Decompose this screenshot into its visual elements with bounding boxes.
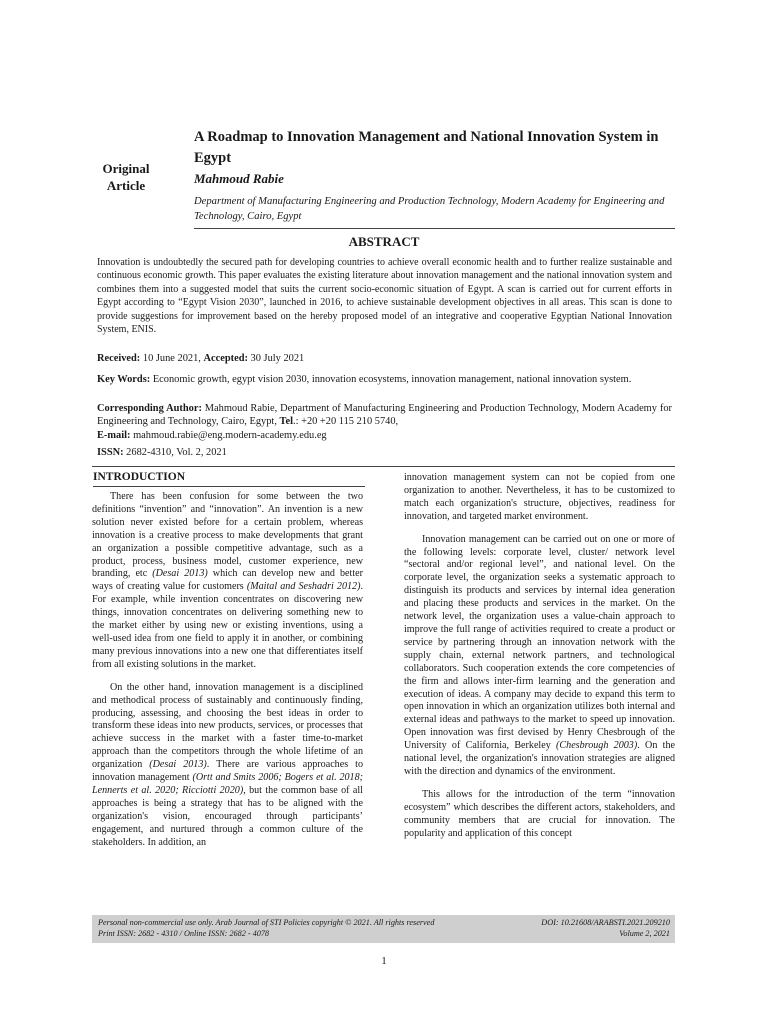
citation: (Desai 2013) <box>149 759 207 771</box>
copyright-notice: Personal non-commercial use only. Arab Journal of STI Policies copyright © 2021. All rights reserved <box>98 918 435 927</box>
paragraph-text: , but the common base of all approaches is being a strategy that has to be aligned with the organization's vision, encouraged through participants’ engagement, and nurtured through a common culture of the stakeholders. In addition, an <box>92 784 363 848</box>
paragraph-text: . For example, while invention concentrates on discovering new things, innovation concentrates on delivering something new to the market either by using new or existing inventions, using a well-used idea from one field to apply it in another, or combining many previous innovations into a new one that differentiates itself from all existing solutions in the market. <box>92 581 363 670</box>
paragraph-text: On the other hand, innovation management is a disciplined and methodical process of sustainably and continuously finding, producing, assessing, and choosing the best ideas in order to transform these ideas into new products, services, or processes that achieve success in the market with a faster time-to-market approach than the competitors through the whole lifetime of an organization <box>92 681 363 771</box>
article-type-line2: Article <box>106 178 146 193</box>
accepted-date: 30 July 2021 <box>247 353 305 364</box>
issn-line <box>97 446 672 459</box>
accepted-label: Accepted: <box>203 353 248 364</box>
intro-paragraph-4: This allows for the introduction of the term “innovation ecosystem” which describes the different actors, stakeholders, and community members that are crucial for innovation. The popularity and application of this concept <box>404 788 675 839</box>
author-name: Mahmoud Rabie <box>194 171 284 186</box>
doi-text: DOI: 10.21608/ARABSTI.2021.209210 <box>541 918 670 927</box>
article-type-label <box>90 160 162 194</box>
paper-title: A Roadmap to Innovation Management and National Innovation System in Egypt <box>194 129 659 166</box>
introduction-heading: INTRODUCTION <box>93 471 186 483</box>
corresponding-label: Corresponding Author: <box>97 403 202 414</box>
citation: (Maital and Seshadri 2012) <box>246 581 361 593</box>
email-label: E-mail: <box>97 429 131 441</box>
volume-text: Volume 2, 2021 <box>619 928 670 938</box>
intro-paragraph-3 <box>404 534 675 779</box>
citation: (Chesbrough 2003) <box>556 740 638 752</box>
corresponding-author-block <box>97 402 672 442</box>
received-label: Received: <box>97 353 141 364</box>
body-column-right <box>404 472 675 850</box>
intro-paragraph-2 <box>92 682 363 850</box>
intro-paragraph-continued: innovation management system can not be copied from one organization to another. Nevertheless, it has to be customized to match each organization's structure, objectives, readiness for innovation, and targeted market environment. <box>404 472 675 522</box>
page-number: 1 <box>381 955 387 967</box>
paragraph-text: Innovation management can be carried out on one or more of the following levels: corporate level, cluster/ network level “sectoral and/or regional level”, and national level. On the corporate level, the organization seeks a systematic approach to distinguish its products and services by internal idea generation and placing these products and services in the market. On the network level, the organization uses a value-chain approach to improve the full range of activities required to create a product or service by partnering through an innovation network with the supply chain, external network partners, and technological collaborators. Such cooperation extends the core competencies of the firm and allows inter-firm learning and the generation and execution of ideas. A company may decide to expand this term to open innovation in which an organization utilizes both internal and external ideas and pathways to the market to speed up innovation. Open innovation was first devised by Henry Chesbrough of the University of California, Berkeley <box>404 533 675 752</box>
footer-right <box>541 918 670 939</box>
abstract-heading: ABSTRACT <box>348 234 420 249</box>
author-affiliation: Department of Manufacturing Engineering and Production Technology, Modern Academy for Engineering and Technology, Cairo, Egypt <box>194 196 665 222</box>
article-type-line1: Original <box>102 161 150 176</box>
issn-value: 2682-4310, Vol. 2, 2021 <box>123 447 227 458</box>
corresponding-value: Mahmoud Rabie, Department of Manufacturing Engineering and Production Technology, Modern Academy for Engineering and Technology, Cairo, Egypt, <box>97 403 672 428</box>
keywords-value: Economic growth, egypt vision 2030, innovation ecosystems, innovation management, national innovation system. <box>150 374 632 385</box>
keywords-line <box>97 373 672 386</box>
keywords-label: Key Words: <box>97 374 151 385</box>
citation: (Ortt and Smits 2006; Bogers et al. 2018; Lennerts et al. 2020; Ricciotti 2020) <box>92 772 363 796</box>
tel-value: .: +20 +20 115 210 5740, <box>293 416 399 428</box>
paragraph-text: which can develop new and better ways of creating value for customers <box>92 568 363 593</box>
header-divider <box>194 228 675 229</box>
tel-label: Tel <box>279 416 293 428</box>
issn-notice: Print ISSN: 2682 - 4310 / Online ISSN: 2682 - 4078 <box>98 928 270 938</box>
paragraph-text: . There are various approaches to innovation management <box>92 759 363 784</box>
meta-divider <box>92 466 675 467</box>
abstract-text: Innovation is undoubtedly the secured path for developing countries to achieve overall economic health and to further realize sustainable and continuous economic growth. This paper evaluates the existing literature about innovation management and the national innovation system and combines them into a suggested model that suits the current socio-economic situation of Egypt. A scan is carried out for current efforts in Egypt according to “Egypt Vision 2030”, launched in 2016, to achieve sustainable development objectives in all areas. This scan is done to provide suggestions for improvement based on the hereby proposed model of an integrative and cooperative Egyptian National Innovation System, ENIS. <box>97 257 672 336</box>
introduction-underline <box>93 486 365 487</box>
intro-paragraph-1 <box>92 491 363 672</box>
issn-label: ISSN: <box>97 447 124 458</box>
received-date: 10 June 2021, <box>140 353 204 364</box>
paragraph-text: . On the national level, the organization's innovation strategies are aligned with the direction and dynamics of the environment. <box>404 740 675 777</box>
footer-left <box>98 918 434 939</box>
email-value: mahmoud.rabie@eng.modern-academy.edu.eg <box>130 429 327 441</box>
paragraph-text: There has been confusion for some between the two definitions “invention” and “innovation”. An invention is a new solution never existed before for a certain problem, whereas innovation is a creative process to make developments that grant an organization a possible competitive advantage, such as a product, process, business model, customer experience, new branding, etc <box>92 491 363 580</box>
page-footer <box>92 915 675 943</box>
citation: (Desai 2013) <box>152 568 208 580</box>
received-accepted-line <box>97 352 672 365</box>
body-column-left <box>92 491 363 859</box>
